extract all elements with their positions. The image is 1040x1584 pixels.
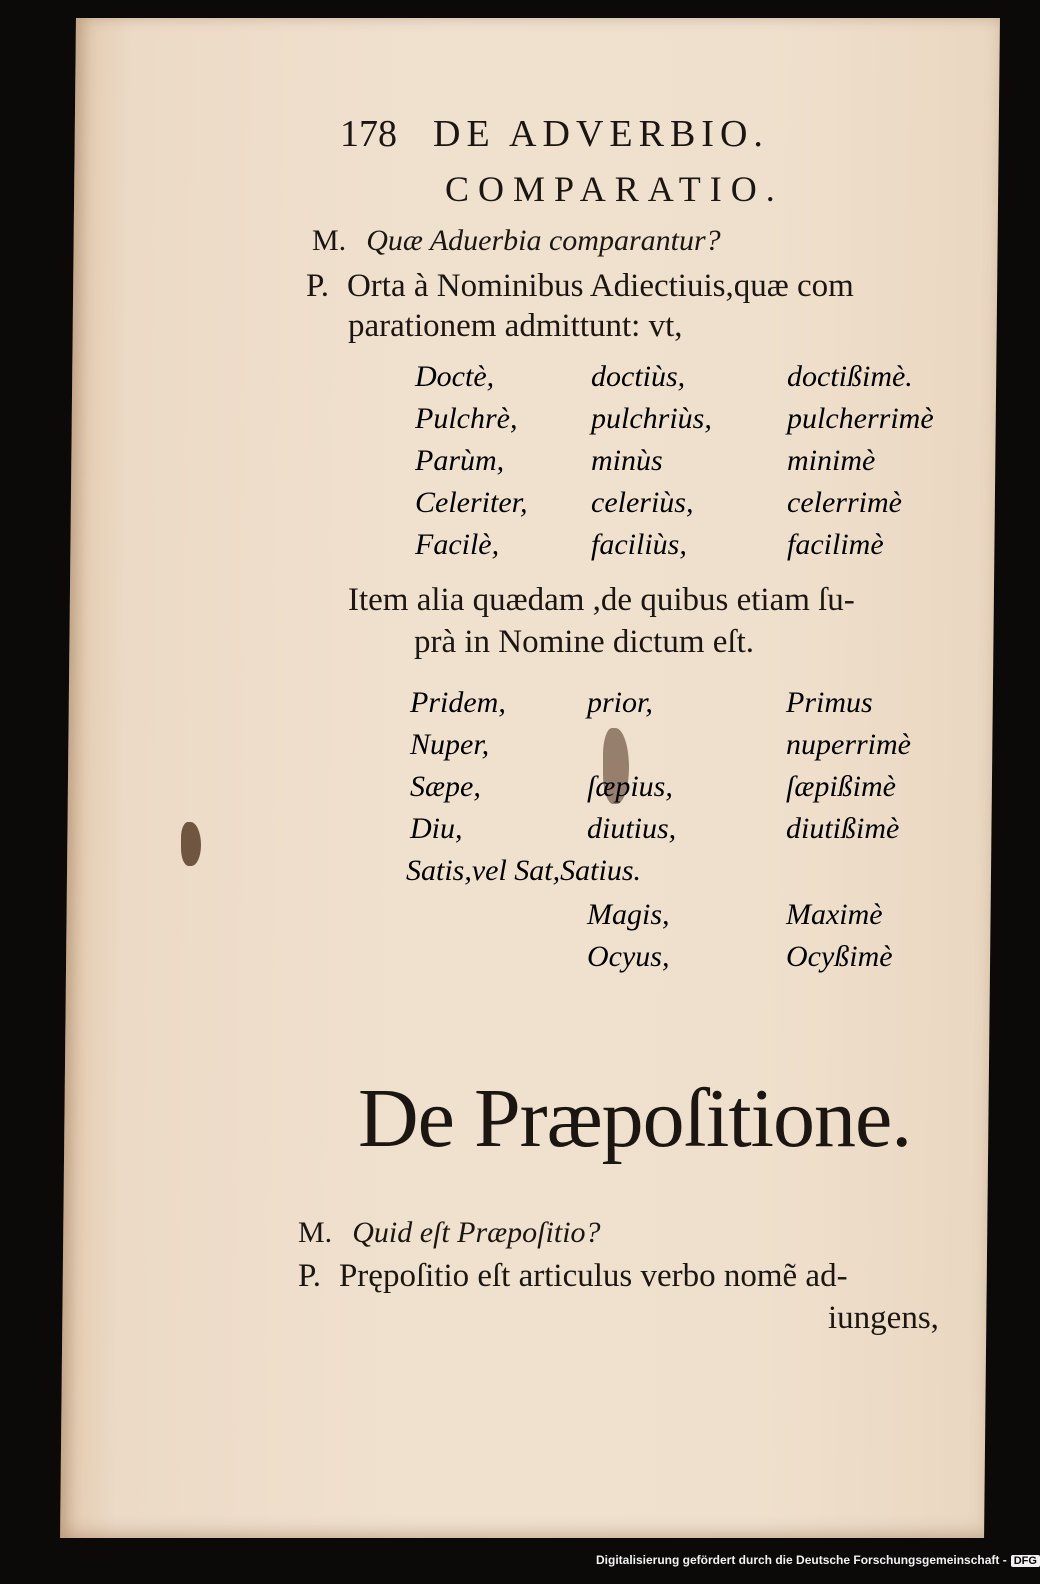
catchword: iungens, [828, 1300, 939, 1336]
table-row [406, 854, 1010, 896]
paragraph-line: prà in Nomine dictum eſt. [414, 624, 755, 660]
superlative-form: doctißimè. [787, 360, 913, 393]
chapter-title: De Præpoſitione. [358, 1072, 912, 1165]
superlative-form: Primus [786, 686, 873, 719]
speaker-label: P. [306, 268, 329, 304]
positive-form: Celeriter, [415, 486, 528, 519]
superlative-form: Maximè [786, 898, 883, 931]
running-title: DE ADVERBIO. [433, 113, 769, 155]
comparative-form: diutius, [587, 812, 677, 845]
superlative-form: facilimè [787, 528, 884, 561]
comparative-form: Magis, [587, 898, 670, 931]
comparative-form: Ocyus, [587, 940, 670, 973]
superlative-form: nuperrimè [786, 728, 911, 761]
digitization-credit [596, 1553, 1040, 1567]
comparative-form: ſæpius, [587, 770, 673, 803]
superlative-form: ſæpißimè [786, 770, 896, 803]
question-text: Quæ Aduerbia comparantur? [366, 224, 721, 257]
paragraph-line: Item alia quædam ,de quibus etiam ſu- [348, 582, 855, 618]
comparative-form: pulchriùs, [591, 402, 712, 435]
comparative-form: celeriùs, [591, 486, 694, 519]
answer-line [306, 268, 854, 305]
speaker-label: P. [298, 1258, 321, 1294]
credit-text: Digitalisierung gefördert durch die Deutsche Forschungsgemeinschaft - [596, 1553, 1007, 1567]
question-text: Quid eſt Præpoſitio? [352, 1216, 601, 1249]
answer-line [298, 1258, 848, 1295]
positive-form: Sæpe, [410, 770, 481, 803]
question-line [312, 224, 721, 258]
comparative-form: prior, [587, 686, 653, 719]
positive-form: Facilè, [415, 528, 500, 561]
table-row [415, 402, 1015, 444]
table-row [410, 770, 1010, 812]
superlative-form: diutißimè [786, 812, 900, 845]
positive-form: Diu, [410, 812, 463, 845]
answer-text: Orta à Nominibus Adiectiuis,quæ com [346, 268, 854, 304]
question-line [298, 1216, 601, 1250]
table-row [415, 444, 1015, 486]
answer-continuation: parationem admittunt: vt, [348, 308, 683, 344]
superlative-form: minimè [787, 444, 876, 477]
table-row [415, 360, 1015, 402]
comparative-form: faciliùs, [591, 528, 687, 561]
answer-text: Prępoſitio eſt articulus verbo nomẽ ad- [338, 1258, 848, 1294]
positive-form: Doctè, [415, 360, 495, 393]
table-row [410, 940, 1010, 982]
table-row [410, 686, 1010, 728]
positive-form: Pulchrè, [415, 402, 518, 435]
table-row [410, 812, 1010, 854]
ink-stain [181, 822, 201, 866]
superlative-form: pulcherrimè [787, 402, 934, 435]
dfg-logo: DFG [1011, 1555, 1040, 1567]
superlative-form: celerrimè [787, 486, 902, 519]
table-row [415, 486, 1015, 528]
comparative-form: doctiùs, [591, 360, 686, 393]
positive-form: Nuper, [410, 728, 490, 761]
superlative-form: Ocyßimè [786, 940, 893, 973]
section-title: COMPARATIO. [445, 169, 784, 209]
speaker-label: M. [298, 1216, 333, 1249]
table-row [415, 528, 1015, 570]
positive-form: Pridem, [410, 686, 506, 719]
speaker-label: M. [312, 224, 347, 257]
page-number: 178 [340, 113, 397, 155]
running-head [340, 112, 769, 156]
table-row [410, 728, 1010, 770]
comparative-form: minùs [591, 444, 663, 477]
positive-form: Parùm, [415, 444, 505, 477]
table-row [410, 898, 1010, 940]
positive-form: Satis,vel Sat,Satius. [406, 854, 641, 887]
